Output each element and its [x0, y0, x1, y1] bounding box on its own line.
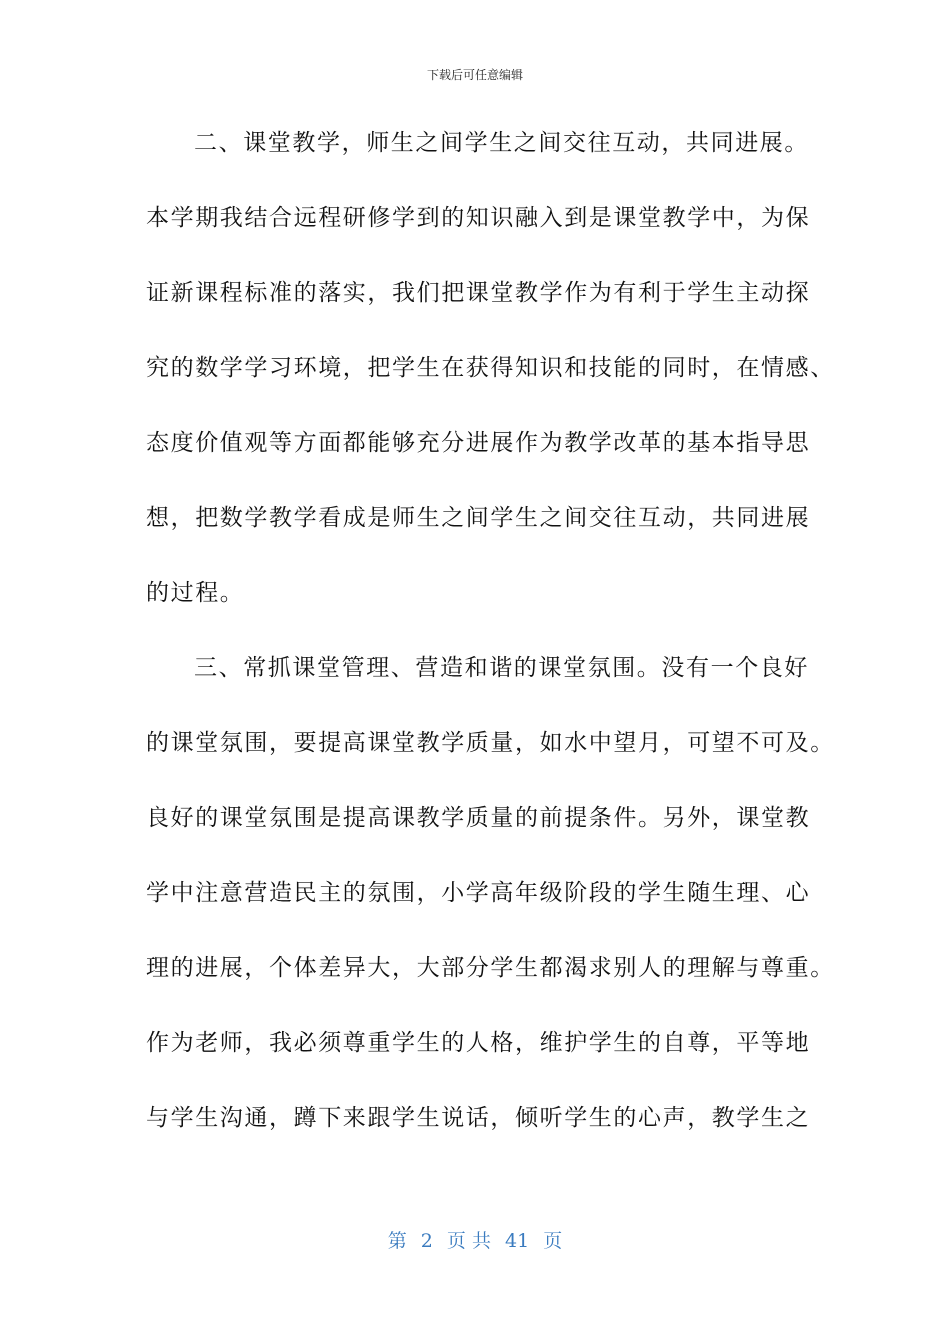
current-page-number: 2 — [420, 1230, 433, 1252]
text-line: 理的进展，个体差异大，大部分学生都渴求别人的理解与尊重。 — [146, 955, 835, 981]
text-line: 作为老师，我必须尊重学生的人格，维护学生的自尊，平等地 — [146, 1030, 811, 1056]
total-page-count: 41 — [505, 1230, 530, 1252]
footer-prefix: 第 — [387, 1230, 407, 1252]
text-line: 想，把数学教学看成是师生之间学生之间交往互动，共同进展 — [146, 505, 811, 531]
paragraph-heading: 三、常抓课堂管理、营造和谐的课堂氛围。没有一个良好 — [194, 655, 809, 681]
text-line: 究的数学学习环境，把学生在获得知识和技能的同时，在情感、 — [146, 355, 835, 381]
text-line: 与学生沟通，蹲下来跟学生说话，倾听学生的心声，教学生之 — [146, 1105, 811, 1131]
page-header: 下载后可任意编辑 — [426, 68, 523, 82]
text-line: 本学期我结合远程研修学到的知识融入到是课堂教学中，为保 — [146, 205, 811, 231]
footer-suffix: 页 — [543, 1230, 563, 1252]
text-line: 良好的课堂氛围是提高课教学质量的前提条件。另外，课堂教 — [146, 805, 811, 831]
text-line: 的过程。 — [146, 580, 245, 606]
text-line: 证新课程标准的落实，我们把课堂教学作为有利于学生主动探 — [146, 280, 811, 306]
text-line: 的课堂氛围，要提高课堂教学质量，如水中望月，可望不可及。 — [146, 730, 835, 756]
paragraph-heading: 二、课堂教学，师生之间学生之间交往互动，共同进展。 — [194, 130, 809, 156]
footer-middle: 页 共 — [446, 1230, 491, 1252]
text-line: 态度价值观等方面都能够充分进展作为教学改革的基本指导思 — [146, 430, 811, 456]
document-body — [146, 118, 835, 1168]
text-line: 学中注意营造民主的氛围，小学高年级阶段的学生随生理、心 — [146, 880, 811, 906]
page-footer — [0, 1226, 950, 1253]
